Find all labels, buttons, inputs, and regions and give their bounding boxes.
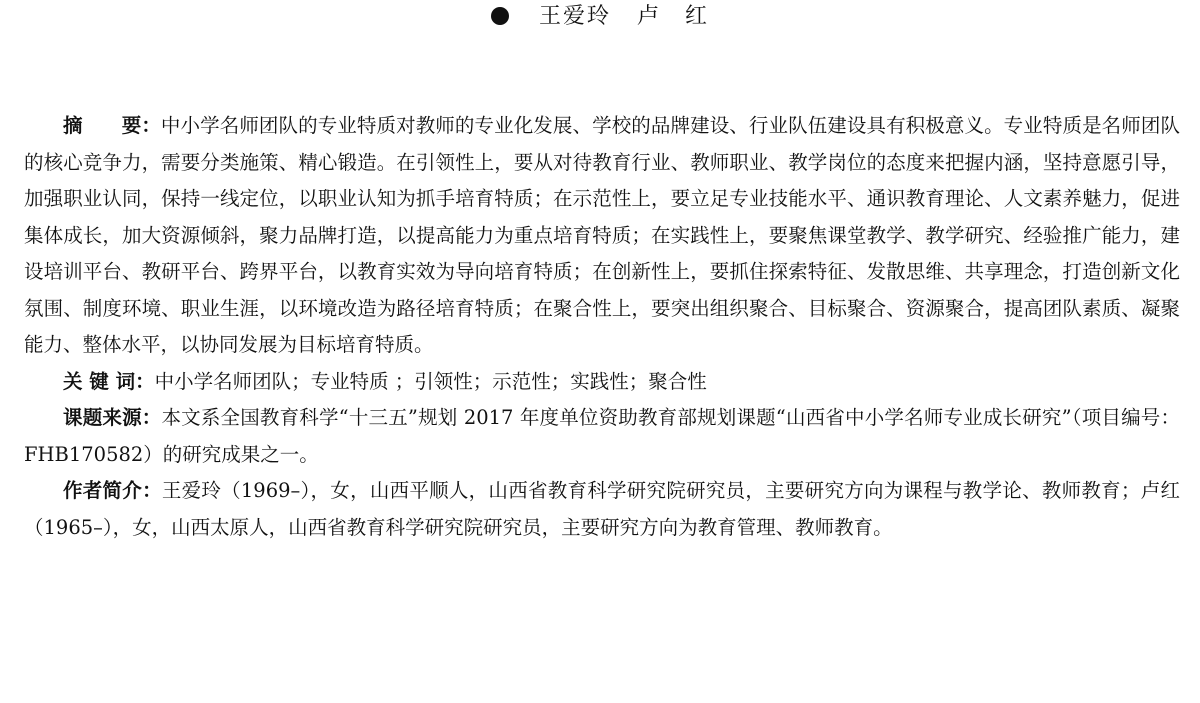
author-name: 卢 红 (637, 4, 710, 29)
abstract-paragraph (24, 108, 1180, 364)
author-bio-label: 作者简介： (63, 479, 162, 502)
keywords-paragraph (24, 364, 1180, 401)
funding-source-label: 课题来源： (63, 406, 162, 429)
abstract-text: 中小学名师团队的专业特质对教师的专业化发展、学校的品牌建设、行业队伍建设具有积极意义。专业特质是名师团队的核心竞争力，需要分类施策、精心锻造。在引领性上，要从对待教育行业、教师职业、教学岗位的态度来把握内涵，坚持意愿引导，加强职业认同，保持一线定位，以职业认知为抓手培育特质；在示范性上，要立足专业技能水平、通识教育理论、人文素养魅力，促进集体成长，加大资源倾斜，聚力品牌打造，以提高能力为重点培育特质；在实践性上，要聚焦课堂教学、教学研究、经验推广能力，建设培训平台、教研平台、跨界平台，以教育实效为导向培育特质；在创新性上，要抓住探索特征、发散思维、共享理念，打造创新文化氛围、制度环境、职业生涯，以环境改造为路径培育特质；在聚合性上，要突出组织聚合、目标聚合、资源聚合，提高团队素质、凝聚能力、整体水平，以协同发展为目标培育特质。 (24, 114, 1180, 356)
author-bio-paragraph (24, 473, 1180, 546)
funding-source-text: 本文系全国教育科学“十三五”规划 2017 年度单位资助教育部规划课题“山西省中小学名师专业成长研究”（项目编号：FHB170582）的研究成果之一。 (24, 406, 1180, 466)
bullet-icon (491, 7, 509, 25)
author-bio-text: 王爱玲（1969–），女，山西平顺人，山西省教育科学研究院研究员，主要研究方向为课程与教学论、教师教育；卢红（1965–），女，山西太原人，山西省教育科学研究院研究员，主要研究方向为教育管理、教师教育。 (24, 479, 1180, 539)
keywords-text: 中小学名师团队；专业特质 ；引领性；示范性；实践性；聚合性 (154, 369, 707, 393)
abstract-label: 摘 要： (63, 114, 161, 137)
author-byline (0, 2, 1200, 32)
abstract-block (24, 108, 1180, 546)
author-name: 王爱玲 (538, 4, 611, 29)
funding-source-paragraph (24, 400, 1180, 473)
keywords-label: 关 键 词： (63, 369, 155, 393)
